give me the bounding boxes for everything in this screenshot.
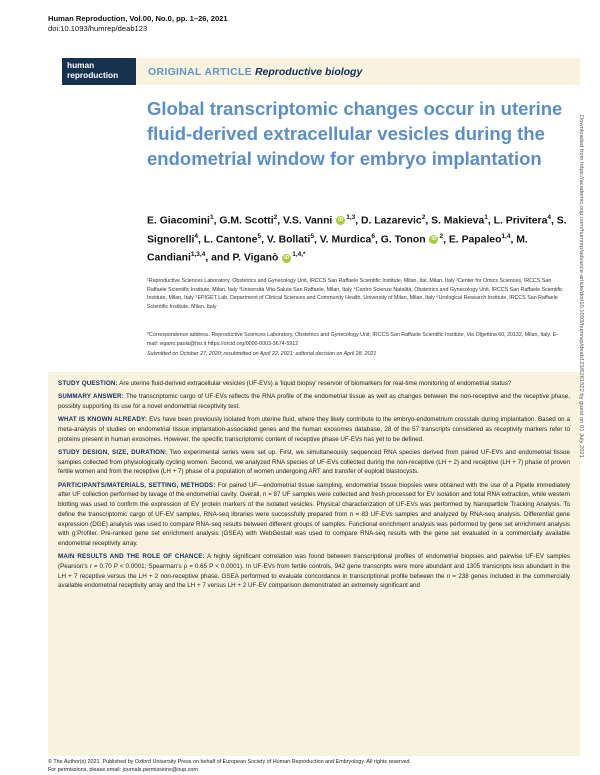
orcid-icon[interactable]: iD bbox=[338, 217, 344, 224]
abstract-section-label: STUDY DESIGN, SIZE, DURATION: bbox=[58, 449, 168, 456]
author-affiliation-marker: 2 bbox=[421, 214, 426, 221]
abstract-section bbox=[58, 379, 570, 389]
author-affiliation-marker: 2 bbox=[439, 232, 444, 240]
author-affiliation-marker: 1 bbox=[209, 214, 214, 221]
author-affiliation-marker: 1,3,4 bbox=[190, 251, 206, 259]
author-affiliation-marker: 6 bbox=[371, 232, 375, 240]
author-affiliation-marker: 4 bbox=[194, 232, 198, 240]
abstract-section-label: SUMMARY ANSWER: bbox=[58, 393, 124, 401]
author-name: S. Makieva bbox=[431, 215, 485, 227]
abstract-section-text: For paired UF—endometrial tissue sampling, endometrial tissue biopsies were obtained with the use of a Pipelle immediately after UF collection performed by lavage of the endometrial cavity. Overall, n = 87 UF samples were collected and fresh processed for EV isolation and total RNA extraction, while western blotting was used to confirm the expression of EV protein markers of the isolated vesicles. Physical characterization of UF-EVs was performed by Nanoparticle Tracking Analysis. To define the transcriptomic cargo of UF-EV samples, RNA-seq libraries were successfully prepared from n = 83 UF-EVs samples and analyzed by RNA-seq analysis. Differential gene expression (DGE) analysis was used to compare RNA-seq results between different groups of samples. Functional enrichment analysis was performed by gene set enrichment analysis with g:Profiler. Pre-ranked gene set enrichment analysis (GSEA) with WebGestalt was used to compare RNA-seq results with the gene set evaluated in a commercially available endometrial receptivity array. bbox=[58, 481, 570, 547]
article-title: Global transcriptomic changes occur in uterine fluid-derived extracellular vesicles during the endometrial window for embryo implantation bbox=[147, 98, 563, 169]
logo-line-1: human bbox=[67, 60, 95, 70]
author-name: V. Murdica bbox=[319, 234, 372, 246]
author-affiliation-marker: 1,4,* bbox=[292, 251, 306, 259]
logo-line-2: reproduction bbox=[67, 69, 119, 80]
copyright: © The Author(s) 2021. Published by Oxford University Press on behalf of European Society of Human Reproduction and Embryology. All rights reserved. bbox=[48, 759, 412, 765]
abstract-section bbox=[58, 481, 570, 549]
author-name: P. Viganò bbox=[232, 252, 279, 264]
author-affiliation-marker: 5 bbox=[310, 232, 314, 240]
author-affiliation-marker: 1 bbox=[484, 214, 488, 221]
author-affiliation-marker: 5 bbox=[257, 232, 262, 240]
abstract-section-label: STUDY QUESTION: bbox=[58, 380, 118, 387]
abstract-section-text: Are uterine fluid-derived extracellular vesicles (UF-EVs) a 'liquid biopsy' reservoir of biomarkers for real-time monitoring of endometrial status? bbox=[119, 380, 512, 387]
abstract-section bbox=[58, 415, 570, 444]
article-type-label: ORIGINAL ARTICLE bbox=[148, 66, 252, 78]
journal-citation: Human Reproduction, Vol.00, No.0, pp. 1–26, 2021 bbox=[48, 14, 228, 23]
author-name: D. Lazarevic bbox=[361, 215, 422, 227]
doi: doi:10.1093/humrep/deab123 bbox=[48, 24, 148, 33]
orcid-icon[interactable]: iD bbox=[284, 254, 290, 261]
author-affiliation-marker: 1,4 bbox=[501, 232, 511, 240]
permissions: For permissions, please email: journals.permissions@oup.com bbox=[48, 767, 198, 774]
author-list: E. Giacomini$^1$, G.M. Scotti$^2$, V.S. Vanni iD $^{1,3}$, D. Lazarevic$^2$, S. Makieva$^1$, L. Privitera$^4$, S. Signorelli$^4$, L. Cantone$^5$, V. Bollati$^5$, V. Murdica$^6$, G. Tonon iD $^2$, E. Papaleo$^{1,4}$, M. Candiani$^{1,3,4}$, and P. Viganò iD $^{1,4,*}$ bbox=[147, 214, 567, 264]
running-header bbox=[48, 14, 228, 34]
author-name: G. Tonon bbox=[380, 234, 426, 246]
author-name: L. Cantone bbox=[203, 234, 258, 246]
abstract-section-text: A highly significant correlation was found between transcriptional profiles of endometrial biopsies and pairwise UF-EV samples (Pearson's r = 0.70 P < 0.0001; Spearman's ρ = 0.65 P < 0.0001). In UF-EVs from fertile controls, 942 gene transcripts were more abundant and 1305 transcripts less abundant in the LH + 7 receptive versus the LH + 2 non-receptive phase. GSEA performed to evaluate concordance in transcriptional profile between the n = 238 genes included in the commercially available endometrial receptivity array and the LH + 7 versus LH + 2 UF-EV comparison demonstrated an extremely significant and bbox=[58, 553, 570, 590]
affiliations: ¹Reproductive Sciences Laboratory, Obstetrics and Gynecology Unit, IRCCS San Raffaele Scientific Institute, Milan, Ital, Milan, Italy ²Center for Omics Sciences, IRCCS San Raffaele Scientific Institute, Milan, Italy ³Università Vita-Salute San Raffaele, Milan, Italy ⁴Centro Scienze Natalità, Obstetrics and Gynecology Unit, IRCCS San Raffaele Scientific Institute, Milan, Italy ⁵EPIGET Lab, Department of Clinical Sciences and Community Health, University of Milan, Milan, Italy ⁶Urological Research Institute, IRCCS San Raffaele Scientific Institute, Milan, Italy bbox=[147, 278, 563, 310]
download-notice: Downloaded from https://academic.oup.com/humrep/advance-article/doi/10.1093/humrep/deab123/6261522 by guest on 01 July 2021 bbox=[578, 115, 584, 458]
abstract-box bbox=[48, 372, 580, 756]
abstract-section bbox=[58, 448, 570, 477]
abstract-section bbox=[58, 392, 570, 411]
author-name: V.S. Vanni bbox=[283, 215, 333, 227]
correspondence: *Correspondence address. Reproductive Sciences Laboratory, Obstetrics and Gynecology Unit, IRCCS San Raffaele Scientific Institute, Via Olgettina 60, 20132, Milan, Italy. E-mail: vigano.paola@hsr.it https://orcid.org/0000-0003-3674-5912 bbox=[147, 332, 558, 347]
author-name: M. Candiani bbox=[147, 234, 528, 264]
article-type bbox=[148, 66, 362, 78]
footer bbox=[48, 756, 580, 775]
abstract-section-text: EVs have been previously isolated from uterine fluid, where they likely contribute to the embryo-endometrium crosstalk during implantation. Based on a meta-analysis of studies on endometrial tissue implantation-associated genes and the human exosomes database, 28 of the 57 transcripts considered as receptivity markers refer to proteins present in human exosomes. However, the specific transcriptomic content of receptive phase UF-EVs has yet to be defined. bbox=[58, 416, 570, 443]
abstract-section-text: The transcriptomic cargo of UF-EVs reflects the RNA profile of the endometrial tissue as well as changes between the non-receptive and the receptive phase, possibly supporting its use for a novel endometrial receptivity test. bbox=[58, 393, 571, 410]
article-subject: Reproductive biology bbox=[254, 66, 363, 78]
download-sidebar bbox=[576, 115, 586, 615]
author-affiliation-marker: 2 bbox=[273, 214, 278, 221]
abstract-section-text: Two experimental series were set up. First, we simultaneously sequenced RNA species derived from paired UF-EVs and endometrial tissue samples collected from physiologically cycling women. Second, we analyzed RNA species of UF-EVs collected during the non-receptive (LH + 2) and receptive (LH + 7) phase of proven fertile women and from the receptive (LH + 7) phase of a population of women undergoing ART and transfer of euploid blastocysts. bbox=[58, 449, 570, 476]
abstract-section-label: WHAT IS KNOWN ALREADY: bbox=[58, 416, 148, 424]
abstract-section-label: MAIN RESULTS AND THE ROLE OF CHANCE: bbox=[58, 553, 205, 561]
orcid-icon[interactable]: iD bbox=[431, 235, 437, 242]
author-name: L. Privitera bbox=[493, 215, 548, 227]
submission-dates: Submitted on October 27, 2020; resubmitted on April 22, 2021; editorial decision on April 28, 2021 bbox=[147, 351, 377, 357]
journal-logo bbox=[62, 58, 136, 85]
author-affiliation-marker: 4 bbox=[547, 214, 551, 221]
author-name: V. Bollati bbox=[266, 234, 311, 246]
author-name: E. Papaleo bbox=[448, 234, 502, 246]
author-name: S. Signorelli bbox=[147, 215, 567, 246]
author-affiliation-marker: 1,3 bbox=[346, 214, 356, 221]
author-name: E. Giacomini bbox=[147, 215, 210, 227]
author-name: G.M. Scotti bbox=[219, 215, 274, 227]
abstract-section bbox=[58, 552, 570, 591]
abstract-section-label: PARTICIPANTS/MATERIALS, SETTING, METHODS: bbox=[58, 481, 216, 489]
